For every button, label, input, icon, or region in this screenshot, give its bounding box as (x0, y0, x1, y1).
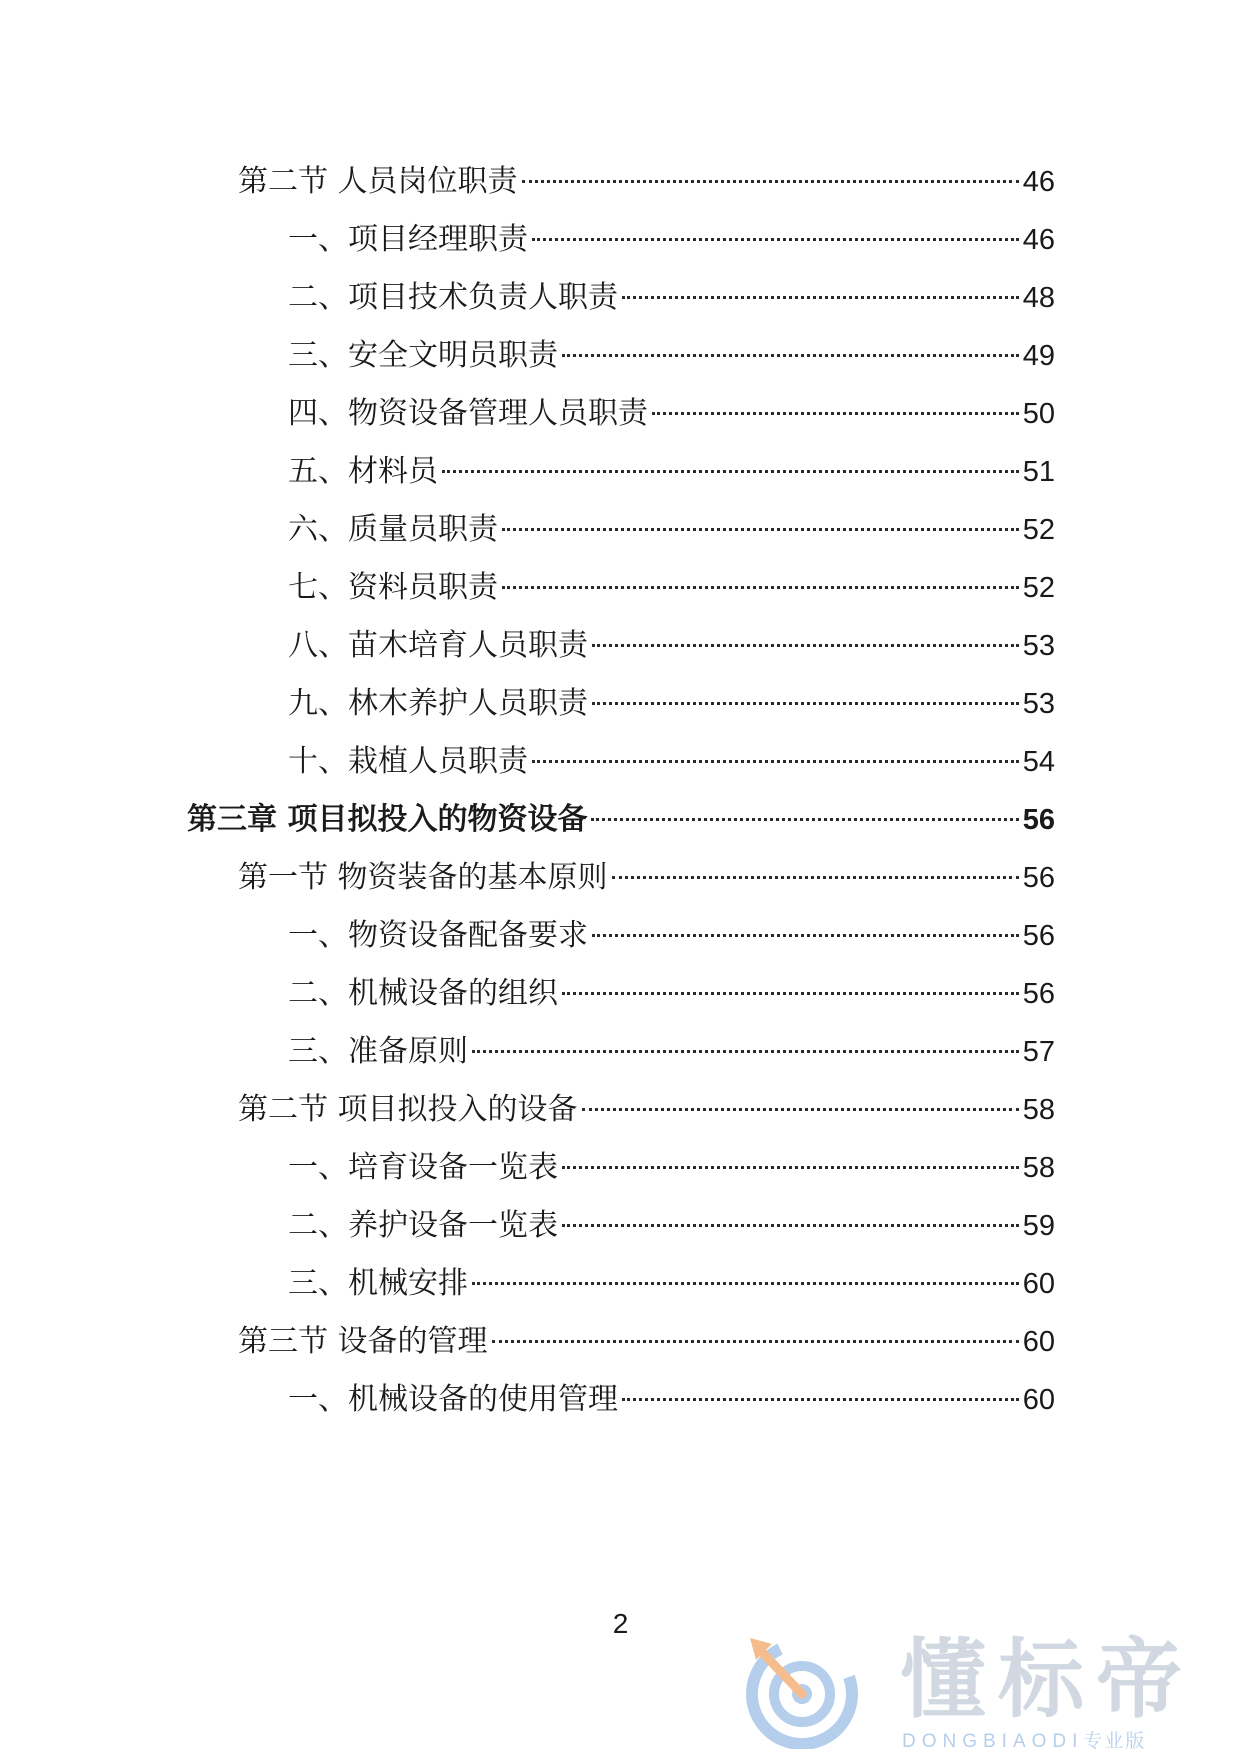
toc-entry-page: 59 (1022, 1210, 1055, 1242)
toc-entry[interactable] (288, 1204, 1055, 1248)
toc-entry-title: 第二节 人员岗位职责 (238, 164, 518, 199)
toc-entry-title: 六、质量员职责 (288, 512, 498, 547)
toc-entry[interactable] (187, 798, 1055, 842)
toc-entry[interactable] (238, 856, 1055, 900)
toc-entry-page: 46 (1022, 166, 1055, 198)
toc-dot-leader (591, 817, 1018, 821)
toc-entry-title: 第三节 设备的管理 (238, 1324, 488, 1359)
target-logo-icon (742, 1634, 860, 1749)
toc-entry[interactable] (238, 1320, 1055, 1364)
toc-entry-page: 53 (1022, 630, 1055, 662)
toc-entry[interactable] (288, 914, 1055, 958)
toc-entry-page: 56 (1022, 920, 1055, 952)
toc-entry-title: 第一节 物资装备的基本原则 (238, 860, 608, 895)
toc-dot-leader (612, 875, 1019, 879)
toc-entry[interactable] (288, 392, 1055, 436)
toc-entry-title: 四、物资设备管理人员职责 (288, 396, 648, 431)
toc-entry-page: 48 (1022, 282, 1055, 314)
toc-entry[interactable] (288, 972, 1055, 1016)
toc-entry-title: 十、栽植人员职责 (288, 744, 528, 779)
toc-entry[interactable] (288, 1378, 1055, 1422)
toc-entry-page: 58 (1022, 1094, 1055, 1126)
toc-dot-leader (592, 643, 1019, 647)
watermark-subtitle (902, 1726, 1146, 1753)
toc-entry-title: 二、机械设备的组织 (288, 976, 558, 1011)
toc-entry[interactable] (288, 1262, 1055, 1306)
toc-entry-title: 三、机械安排 (288, 1266, 468, 1301)
toc-entry[interactable] (288, 508, 1055, 552)
toc-entry[interactable] (288, 624, 1055, 668)
watermark-brand: 懂标帝 (900, 1630, 1194, 1730)
toc-dot-leader (562, 991, 1019, 995)
toc-entry[interactable] (288, 276, 1055, 320)
toc-entry-page: 56 (1022, 862, 1055, 894)
toc-dot-leader (532, 237, 1019, 241)
toc-entry[interactable] (288, 740, 1055, 784)
toc-entry[interactable] (238, 160, 1055, 204)
toc-entry[interactable] (288, 1030, 1055, 1074)
toc-entry-page: 57 (1022, 1036, 1055, 1068)
watermark-latin: DONGBIAODI (902, 1731, 1084, 1752)
toc-entry-page: 51 (1022, 456, 1055, 488)
toc-dot-leader (442, 469, 1019, 473)
toc-entry-page: 52 (1022, 572, 1055, 604)
toc-dot-leader (582, 1107, 1019, 1111)
toc-dot-leader (492, 1339, 1019, 1343)
toc-entry[interactable] (288, 450, 1055, 494)
toc-entry-title: 八、苗木培育人员职责 (288, 628, 588, 663)
toc-entry[interactable] (288, 566, 1055, 610)
toc-entry[interactable] (288, 218, 1055, 262)
toc-entry[interactable] (288, 334, 1055, 378)
toc-entry[interactable] (288, 682, 1055, 726)
toc-entry-title: 三、准备原则 (288, 1034, 468, 1069)
toc-entry-page: 60 (1022, 1384, 1055, 1416)
toc-dot-leader (592, 933, 1019, 937)
toc-entry-page: 56 (1022, 978, 1055, 1010)
toc-dot-leader (562, 1165, 1019, 1169)
toc-dot-leader (592, 701, 1019, 705)
toc-dot-leader (622, 295, 1019, 299)
toc-entry-title: 二、项目技术负责人职责 (288, 280, 618, 315)
toc-entry-title: 七、资料员职责 (288, 570, 498, 605)
toc-entry-title: 一、物资设备配备要求 (288, 918, 588, 953)
toc-dot-leader (532, 759, 1019, 763)
toc-entry-title: 三、安全文明员职责 (288, 338, 558, 373)
toc-dot-leader (652, 411, 1019, 415)
toc-entry-title: 一、培育设备一览表 (288, 1150, 558, 1185)
toc-entry-page: 60 (1022, 1268, 1055, 1300)
toc-entry-page: 54 (1022, 746, 1055, 778)
toc-entry-title: 第二节 项目拟投入的设备 (238, 1092, 578, 1127)
toc-entry[interactable] (288, 1146, 1055, 1190)
toc-dot-leader (502, 585, 1019, 589)
toc-entry-page: 56 (1022, 804, 1055, 836)
toc-entry-page: 50 (1022, 398, 1055, 430)
toc-entry[interactable] (238, 1088, 1055, 1132)
toc-dot-leader (472, 1281, 1019, 1285)
toc-dot-leader (502, 527, 1019, 531)
toc-entry-page: 46 (1022, 224, 1055, 256)
toc-entry-title: 二、养护设备一览表 (288, 1208, 558, 1243)
watermark-tag: 专业版 (1083, 1731, 1147, 1752)
toc-entry-title: 一、机械设备的使用管理 (288, 1382, 618, 1417)
toc-entry-page: 53 (1022, 688, 1055, 720)
toc-dot-leader (472, 1049, 1019, 1053)
toc-entry-title: 一、项目经理职责 (288, 222, 528, 257)
toc-entry-title: 五、材料员 (288, 454, 438, 489)
toc-entry-page: 49 (1022, 340, 1055, 372)
toc-dot-leader (522, 179, 1019, 183)
toc-dot-leader (562, 353, 1019, 357)
toc-dot-leader (622, 1397, 1019, 1401)
toc-entry-title: 九、林木养护人员职责 (288, 686, 588, 721)
toc-entry-page: 52 (1022, 514, 1055, 546)
toc-entry-page: 60 (1022, 1326, 1055, 1358)
toc-entry-title: 第三章 项目拟投入的物资设备 (187, 802, 588, 837)
toc-entry-page: 58 (1022, 1152, 1055, 1184)
watermark (742, 1630, 1222, 1752)
page-number: 2 (612, 1608, 629, 1639)
toc-dot-leader (562, 1223, 1019, 1227)
